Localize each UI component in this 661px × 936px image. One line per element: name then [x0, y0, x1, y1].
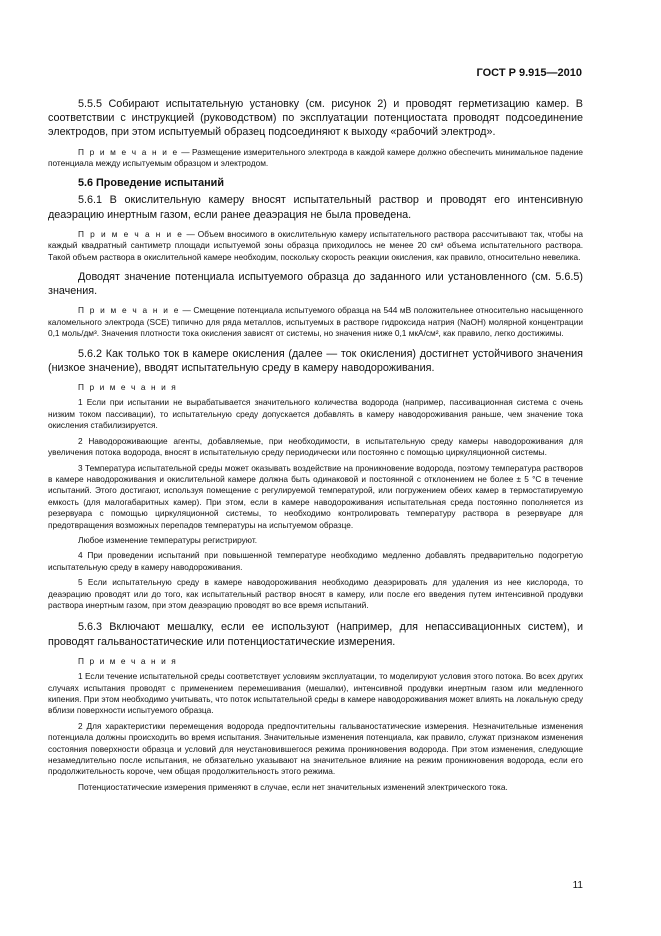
paragraph-text: 5.5.5 Собирают испытательную установку (см. рисунок 2) и проводят герметизацию камер. В соответствии с инструкцией (руководством) по эксплуатации потенциостата проводят подсоединение электродов, при этом испытуемый образец подсоединяют к выходу «рабочий электрод».	[48, 98, 583, 139]
document-header: ГОСТ Р 9.915—2010	[476, 67, 582, 79]
paragraph-text: 2 Наводороживающие агенты, добавляемые, при необходимости, в испытательную среду камеры наводороживания для увеличения потока водорода, вносят в испытательную среду периодически или постоянно с помощью циркуляционной системы.	[48, 435, 583, 458]
paragraph	[48, 782, 583, 793]
paragraph-text: 5.6.2 Как только ток в камере окисления (далее — ток окисления) достигнет устойчивого значения (низкое значение), вводят испытательную среду в камеру наводороживания.	[48, 347, 583, 374]
section-heading	[48, 177, 583, 189]
paragraph-text: Доводят значение потенциала испытуемого образца до заданного или установленного (см. 5.6.5) значения.	[48, 271, 583, 298]
paragraph-text: 5 Если испытательную среду в камере наводороживания необходимо деаэрировать для удаления из нее кислорода, то деаэрацию проводят или до того, как испытательный раствор вносят в камеру, или после его введения путем интенсивной продувки раствора инертным газом, при этом деаэрацию проводят во все время испытаний.	[48, 577, 583, 610]
note-label: П р и м е ч а н и я	[78, 382, 178, 393]
paragraph-text: 5.6 Проведение испытаний	[78, 177, 224, 190]
paragraph-text: 2 Для характеристики перемещения водорода предпочтительны гальваностатические измерения. Незначительные изменения потенциала должны происходить во время испытания. Значительные изменения потенциала, как правило, служат признаком изменения состояния поверхности образца и условий для неустановившегося режима проникновения водорода. При этом изменения, следующие незамедлительно после испытания, не обязательно указывают на значительное влияние на режим проникновения водорода, если его продолжительность короче, чем общая продолжительность этого режима.	[48, 720, 583, 777]
paragraph-text: Потенциостатические измерения применяют в случае, если нет значительных изменений электрического тока.	[78, 781, 508, 792]
note-label: П р и м е ч а н и е	[78, 146, 179, 157]
paragraph	[48, 397, 583, 431]
paragraph	[48, 436, 583, 459]
note-paragraph	[48, 147, 583, 170]
paragraph-text: Любое изменение температуры регистрируют.	[78, 534, 258, 545]
paragraph-text: — Объем вносимого в окислительную камеру испытательного раствора рассчитывают так, чтобы на каждый квадратный сантиметр площади испытуемой зоны образца приходилось не менее 20 см³ объема испытательного раствора. Такой объем раствора в окислительной камере необходим, поскольку скорость реакции окисления, как правило, относительно невелика.	[48, 228, 583, 262]
paragraph-text: — Размещение измерительного электрода в каждой камере должно обеспечить минимальное падение потенциала между испытуемым образцом и электродом.	[48, 146, 583, 169]
paragraph	[48, 463, 583, 531]
paragraph-text: 1 Если при испытании не вырабатывается значительного количества водорода (например, пассивационная система с очень низким током пассивации), то испытательную среду допускается добавлять в камеру наводороживания раньше, чем значение тока окисления стабилизируется.	[48, 397, 583, 431]
paragraph	[48, 620, 583, 648]
note-paragraph	[48, 382, 583, 393]
paragraph	[48, 550, 583, 573]
note-label: П р и м е ч а н и е	[78, 305, 180, 316]
note-paragraph	[48, 305, 583, 339]
page-number: 11	[572, 880, 583, 891]
paragraph	[48, 671, 583, 717]
paragraph-text: 1 Если течение испытательной среды соответствует условиям эксплуатации, то моделируют условия этого потока. Во всех других случаях испытания проводят с применением перемешивания (мешалки), интенсивной продувки инертным газом или медленного кипения. При этом необходимо учитывать, что поток испытательной среды в камере наводороживания может влиять на локальную среду вблизи поверхности испытуемого образца.	[48, 671, 583, 716]
paragraph-text: 5.6.1 В окислительную камеру вносят испытательный раствор и проводят его интенсивную деаэрацию инертным газом, если ранее деаэрация не была проведена.	[48, 194, 583, 221]
paragraph-text: — Смещение потенциала испытуемого образца на 544 мВ положительнее относительно насыщенного каломельного электрода (SCE) типично для ряда металлов, испытуемых в растворе гидроксида натрия (NaOH) молярной концентрации 0,1 моль/дм³. Значения плотности тока окисления зависят от системы, но значения ниже 0,1 мкА/см², как правило, легко достижимы.	[48, 305, 583, 339]
paragraph-text: 4 При проведении испытаний при повышенной температуре необходимо медленно добавлять предварительно подогретую испытательную среду в камеру наводороживания.	[48, 550, 583, 572]
note-paragraph	[48, 229, 583, 263]
note-label: П р и м е ч а н и я	[78, 655, 178, 666]
paragraph-text: 5.6.3 Включают мешалку, если ее используют (например, для непассивационных систем), и проводят гальваностатические или потенциостатические измерения.	[48, 621, 583, 648]
paragraph	[48, 577, 583, 611]
note-label: П р и м е ч а н и е	[78, 228, 184, 239]
paragraph	[48, 535, 583, 546]
paragraph	[48, 193, 583, 221]
note-paragraph	[48, 656, 583, 667]
paragraph	[48, 721, 583, 778]
paragraph	[48, 97, 583, 140]
paragraph	[48, 270, 583, 298]
document-body	[48, 93, 583, 793]
paragraph-text: 3 Температура испытательной среды может оказывать воздействие на проникновение водорода, поэтому температура растворов в камере наводороживания и окислительной камере должна быть одинаковой и постоянной с отклонением не более ± 5 °С в течение испытаний. Этого достигают, используя помещение с регулируемой температурой, или погружением обеих камер в термостатируемую емкость (для малогабаритных камер). При этом, если в камере наводороживания испытательная среда постоянно пополняется из резервуара с помощью циркуляционной системы, то необходимо контролировать температуру раствора в резервуаре для предотвращения возможных перепадов температуры на испытуемом образце.	[48, 462, 583, 530]
paragraph	[48, 347, 583, 375]
